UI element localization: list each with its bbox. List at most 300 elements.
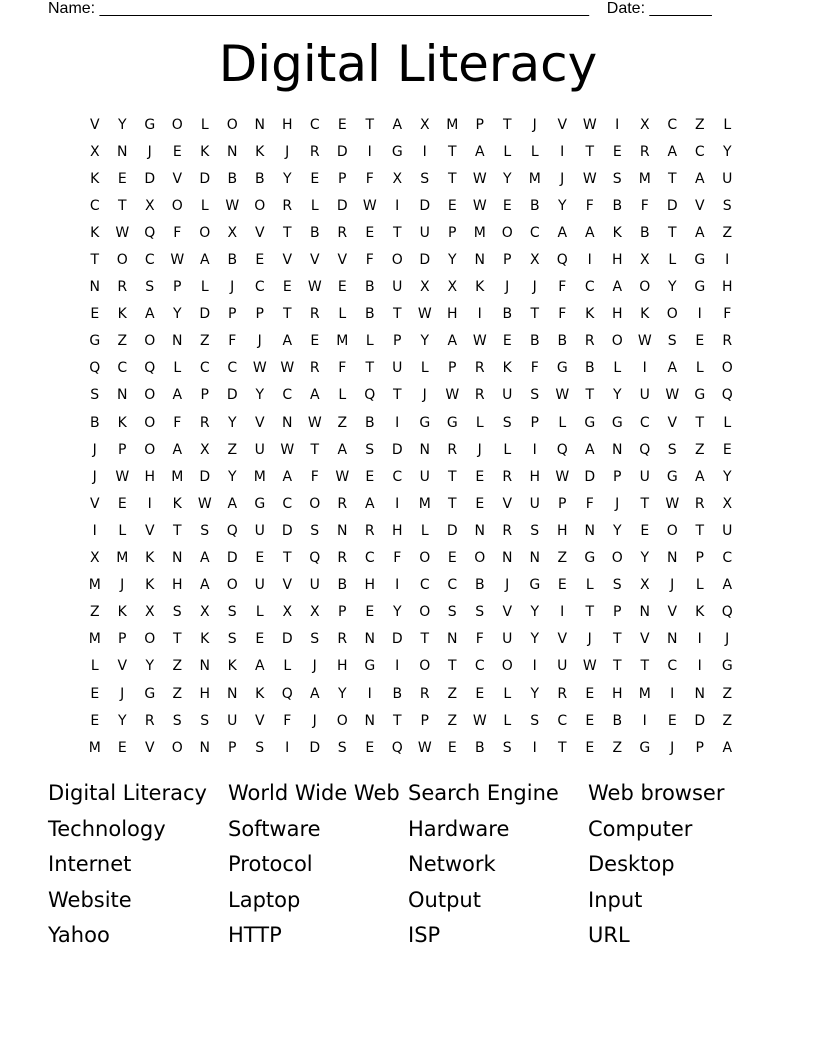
grid-letter: R bbox=[419, 685, 430, 702]
grid-letter: T bbox=[420, 631, 430, 648]
grid-letter: I bbox=[642, 360, 647, 377]
grid-letter: Q bbox=[721, 604, 733, 621]
grid-letter: X bbox=[639, 116, 650, 133]
grid-letter: G bbox=[611, 414, 623, 431]
grid-letter: B bbox=[584, 360, 595, 377]
grid-letter: W bbox=[307, 414, 322, 431]
grid-letter: S bbox=[502, 414, 512, 431]
grid-letter: O bbox=[474, 550, 486, 567]
grid-letter: S bbox=[502, 739, 512, 756]
grid-letter: K bbox=[227, 658, 237, 675]
grid-letter: Y bbox=[557, 197, 567, 214]
grid-letter: B bbox=[612, 712, 623, 729]
grid-letter: I bbox=[532, 441, 537, 458]
grid-letter: R bbox=[282, 197, 293, 214]
grid-letter: P bbox=[613, 468, 622, 485]
grid-letter: X bbox=[392, 170, 403, 187]
grid-letter: M bbox=[638, 170, 651, 187]
grid-letter: U bbox=[392, 360, 403, 377]
grid-letter: E bbox=[667, 712, 677, 729]
grid-letter: E bbox=[90, 685, 100, 702]
grid-letter: J bbox=[505, 279, 510, 296]
grid-letter: C bbox=[282, 495, 293, 512]
grid-letter: Z bbox=[227, 441, 238, 458]
grid-letter: O bbox=[419, 550, 431, 567]
grid-letter: T bbox=[585, 604, 595, 621]
grid-letter: T bbox=[612, 658, 622, 675]
grid-letter: E bbox=[447, 550, 457, 567]
grid-letter: A bbox=[199, 252, 210, 269]
grid-letter: D bbox=[281, 631, 293, 648]
grid-letter: E bbox=[585, 739, 595, 756]
grid-letter: G bbox=[89, 333, 101, 350]
grid-letter: F bbox=[393, 550, 402, 567]
grid-letter: L bbox=[695, 360, 704, 377]
grid-letter: W bbox=[472, 197, 487, 214]
grid-letter: K bbox=[475, 279, 485, 296]
grid-letter: Y bbox=[117, 712, 127, 729]
grid-letter: V bbox=[337, 252, 348, 269]
grid-letter: K bbox=[145, 577, 155, 594]
grid-letter: L bbox=[255, 604, 264, 621]
grid-letter: J bbox=[230, 279, 235, 296]
grid-letter: N bbox=[474, 252, 485, 269]
grid-letter: O bbox=[144, 333, 156, 350]
grid-letter: U bbox=[639, 468, 650, 485]
grid-letter: D bbox=[199, 468, 211, 485]
grid-letter: C bbox=[117, 360, 128, 377]
grid-letter: G bbox=[364, 658, 376, 675]
grid-letter: L bbox=[695, 577, 704, 594]
grid-letter: O bbox=[611, 333, 623, 350]
grid-letter: Z bbox=[612, 739, 623, 756]
grid-letter: N bbox=[612, 441, 623, 458]
grid-letter: I bbox=[560, 143, 565, 160]
grid-letter: G bbox=[556, 360, 568, 377]
grid-letter: T bbox=[695, 414, 705, 431]
grid-letter: R bbox=[337, 224, 348, 241]
grid-letter: P bbox=[200, 387, 209, 404]
grid-letter: G bbox=[694, 279, 706, 296]
grid-letter: W bbox=[362, 197, 377, 214]
grid-letter: L bbox=[723, 414, 732, 431]
grid-letter: G bbox=[694, 252, 706, 269]
grid-letter: F bbox=[310, 468, 319, 485]
grid-letter: S bbox=[612, 170, 622, 187]
grid-letter: K bbox=[90, 170, 100, 187]
grid-letter: L bbox=[118, 522, 127, 539]
grid-letter: A bbox=[557, 224, 568, 241]
grid-letter: L bbox=[503, 685, 512, 702]
grid-letter: C bbox=[529, 224, 540, 241]
grid-letter: C bbox=[722, 550, 733, 567]
grid-letter: Z bbox=[447, 685, 458, 702]
grid-letter: W bbox=[472, 170, 487, 187]
grid-letter: N bbox=[364, 631, 375, 648]
grid-letter: C bbox=[667, 658, 678, 675]
grid-letter: N bbox=[227, 685, 238, 702]
grid-letter: J bbox=[257, 333, 262, 350]
grid-letter: A bbox=[227, 495, 238, 512]
grid-letter: K bbox=[172, 495, 182, 512]
grid-letter: Z bbox=[694, 116, 705, 133]
grid-letter: S bbox=[667, 441, 677, 458]
grid-letter: A bbox=[172, 441, 183, 458]
grid-letter: U bbox=[722, 522, 733, 539]
grid-letter: Q bbox=[721, 387, 733, 404]
grid-letter: P bbox=[558, 495, 567, 512]
grid-letter: U bbox=[529, 495, 540, 512]
grid-letter: H bbox=[199, 685, 211, 702]
grid-letter: V bbox=[254, 712, 265, 729]
grid-letter: J bbox=[505, 577, 510, 594]
grid-row bbox=[81, 545, 741, 572]
grid-letter: V bbox=[309, 252, 320, 269]
grid-letter: A bbox=[694, 224, 705, 241]
grid-letter: B bbox=[364, 279, 375, 296]
grid-letter: U bbox=[419, 224, 430, 241]
grid-letter: D bbox=[309, 739, 321, 756]
grid-letter: J bbox=[120, 685, 125, 702]
grid-letter: R bbox=[474, 360, 485, 377]
grid-letter: O bbox=[501, 224, 513, 241]
grid-letter: W bbox=[115, 468, 130, 485]
grid-letter: N bbox=[282, 414, 293, 431]
grid-letter: P bbox=[448, 360, 457, 377]
grid-letter: O bbox=[144, 387, 156, 404]
grid-row bbox=[81, 436, 741, 463]
grid-letter: F bbox=[365, 252, 374, 269]
grid-letter: Z bbox=[199, 333, 210, 350]
grid-letter: P bbox=[613, 604, 622, 621]
grid-letter: W bbox=[417, 739, 432, 756]
grid-letter: U bbox=[254, 441, 265, 458]
grid-letter: T bbox=[640, 658, 650, 675]
grid-letter: N bbox=[364, 712, 375, 729]
grid-letter: A bbox=[474, 143, 485, 160]
grid-letter: Y bbox=[282, 170, 292, 187]
grid-letter: X bbox=[639, 252, 650, 269]
grid-letter: Q bbox=[364, 387, 376, 404]
grid-letter: O bbox=[666, 306, 678, 323]
grid-letter: D bbox=[199, 170, 211, 187]
grid-letter: L bbox=[173, 360, 182, 377]
grid-letter: H bbox=[144, 468, 156, 485]
grid-letter: B bbox=[474, 577, 485, 594]
grid-letter: P bbox=[530, 414, 539, 431]
grid-letter: T bbox=[447, 170, 457, 187]
grid-letter: B bbox=[529, 333, 540, 350]
grid-letter: D bbox=[226, 387, 238, 404]
grid-letter: W bbox=[555, 468, 570, 485]
grid-letter: T bbox=[392, 306, 402, 323]
grid-letter: R bbox=[639, 143, 650, 160]
grid-letter: K bbox=[255, 143, 265, 160]
grid-letter: J bbox=[147, 143, 152, 160]
grid-letter: N bbox=[254, 116, 265, 133]
grid-letter: J bbox=[725, 631, 730, 648]
grid-letter: V bbox=[639, 631, 650, 648]
grid-letter: E bbox=[365, 739, 375, 756]
grid-letter: Q bbox=[556, 252, 568, 269]
grid-letter: I bbox=[395, 577, 400, 594]
grid-letter: L bbox=[90, 658, 99, 675]
grid-letter: G bbox=[144, 685, 156, 702]
grid-letter: O bbox=[144, 441, 156, 458]
grid-letter: C bbox=[309, 116, 320, 133]
grid-letter: O bbox=[666, 522, 678, 539]
grid-letter: B bbox=[254, 170, 265, 187]
grid-row bbox=[81, 707, 741, 734]
word-search-grid bbox=[81, 111, 741, 761]
grid-row bbox=[81, 490, 741, 517]
grid-letter: L bbox=[338, 387, 347, 404]
grid-letter: R bbox=[337, 631, 348, 648]
grid-letter: C bbox=[694, 143, 705, 160]
grid-row bbox=[81, 301, 741, 328]
grid-letter: N bbox=[584, 522, 595, 539]
grid-letter: M bbox=[528, 170, 541, 187]
grid-letter: E bbox=[447, 739, 457, 756]
grid-letter: X bbox=[282, 604, 293, 621]
grid-letter: A bbox=[144, 306, 155, 323]
grid-letter: W bbox=[582, 170, 597, 187]
grid-letter: K bbox=[695, 604, 705, 621]
grid-letter: P bbox=[448, 224, 457, 241]
word-list-item: Hardware bbox=[408, 816, 510, 841]
grid-letter: R bbox=[474, 387, 485, 404]
grid-row bbox=[81, 192, 741, 219]
word-list-item: Input bbox=[588, 887, 643, 912]
grid-letter: K bbox=[585, 306, 595, 323]
grid-row bbox=[81, 111, 741, 138]
grid-letter: X bbox=[199, 441, 210, 458]
grid-letter: S bbox=[200, 522, 210, 539]
grid-letter: E bbox=[310, 333, 320, 350]
grid-letter: S bbox=[530, 522, 540, 539]
grid-row bbox=[81, 355, 741, 382]
grid-letter: E bbox=[365, 468, 375, 485]
grid-letter: E bbox=[255, 550, 265, 567]
grid-letter: G bbox=[144, 116, 156, 133]
grid-letter: A bbox=[584, 224, 595, 241]
grid-letter: J bbox=[312, 712, 317, 729]
grid-letter: R bbox=[337, 495, 348, 512]
grid-letter: A bbox=[309, 685, 320, 702]
grid-letter: A bbox=[612, 279, 623, 296]
grid-letter: F bbox=[558, 279, 567, 296]
grid-letter: I bbox=[697, 306, 702, 323]
grid-letter: K bbox=[200, 631, 210, 648]
grid-letter: Y bbox=[667, 279, 677, 296]
grid-letter: L bbox=[420, 522, 429, 539]
grid-letter: P bbox=[255, 306, 264, 323]
grid-letter: P bbox=[118, 631, 127, 648]
grid-letter: C bbox=[419, 577, 430, 594]
grid-letter: I bbox=[92, 522, 97, 539]
grid-letter: B bbox=[392, 685, 403, 702]
grid-letter: S bbox=[227, 604, 237, 621]
grid-letter: T bbox=[447, 495, 457, 512]
grid-letter: Z bbox=[89, 604, 100, 621]
grid-letter: K bbox=[502, 360, 512, 377]
grid-letter: L bbox=[200, 197, 209, 214]
grid-row bbox=[81, 165, 741, 192]
grid-letter: K bbox=[117, 306, 127, 323]
grid-letter: F bbox=[558, 306, 567, 323]
grid-letter: B bbox=[337, 577, 348, 594]
grid-letter: N bbox=[502, 550, 513, 567]
grid-letter: I bbox=[670, 685, 675, 702]
grid-letter: E bbox=[585, 685, 595, 702]
grid-letter: S bbox=[475, 604, 485, 621]
grid-letter: P bbox=[228, 739, 237, 756]
grid-letter: I bbox=[395, 414, 400, 431]
grid-letter: R bbox=[117, 279, 128, 296]
grid-letter: Y bbox=[530, 631, 540, 648]
grid-letter: L bbox=[503, 441, 512, 458]
grid-letter: E bbox=[557, 577, 567, 594]
grid-letter: Y bbox=[255, 387, 265, 404]
grid-letter: W bbox=[665, 387, 680, 404]
grid-letter: S bbox=[530, 712, 540, 729]
grid-letter: T bbox=[392, 387, 402, 404]
grid-letter: O bbox=[171, 739, 183, 756]
grid-letter: I bbox=[422, 143, 427, 160]
grid-letter: M bbox=[418, 495, 431, 512]
grid-letter: W bbox=[252, 360, 267, 377]
grid-letter: B bbox=[89, 414, 100, 431]
grid-letter: O bbox=[391, 252, 403, 269]
grid-letter: I bbox=[532, 658, 537, 675]
grid-letter: H bbox=[611, 685, 623, 702]
grid-letter: H bbox=[281, 116, 293, 133]
name-date-line: Name: _______________________________________________________ Date: _______ bbox=[48, 0, 712, 17]
grid-letter: A bbox=[364, 495, 375, 512]
grid-letter: W bbox=[280, 441, 295, 458]
grid-letter: U bbox=[227, 712, 238, 729]
grid-letter: U bbox=[254, 577, 265, 594]
grid-letter: T bbox=[282, 550, 292, 567]
grid-letter: I bbox=[395, 495, 400, 512]
word-list-item: Web browser bbox=[588, 781, 725, 805]
grid-letter: G bbox=[694, 387, 706, 404]
grid-letter: N bbox=[172, 333, 183, 350]
grid-letter: V bbox=[557, 116, 568, 133]
grid-letter: E bbox=[502, 197, 512, 214]
word-list-item: Desktop bbox=[588, 852, 675, 877]
grid-letter: C bbox=[199, 360, 210, 377]
grid-letter: R bbox=[309, 360, 320, 377]
grid-letter: F bbox=[640, 197, 649, 214]
word-list-item: Protocol bbox=[228, 852, 313, 877]
grid-letter: P bbox=[420, 712, 429, 729]
grid-letter: E bbox=[172, 143, 182, 160]
grid-letter: S bbox=[447, 604, 457, 621]
grid-letter: R bbox=[694, 495, 705, 512]
grid-letter: W bbox=[417, 306, 432, 323]
grid-letter: M bbox=[446, 116, 459, 133]
grid-letter: S bbox=[667, 333, 677, 350]
grid-letter: A bbox=[199, 577, 210, 594]
grid-letter: B bbox=[227, 170, 238, 187]
grid-letter: V bbox=[89, 116, 100, 133]
grid-row bbox=[81, 653, 741, 680]
grid-letter: A bbox=[722, 739, 733, 756]
grid-letter: F bbox=[283, 712, 292, 729]
grid-letter: M bbox=[336, 333, 349, 350]
grid-letter: H bbox=[611, 252, 623, 269]
grid-letter: T bbox=[172, 522, 182, 539]
grid-letter: C bbox=[474, 658, 485, 675]
grid-letter: E bbox=[475, 495, 485, 512]
grid-letter: W bbox=[665, 495, 680, 512]
grid-row bbox=[81, 463, 741, 490]
grid-letter: S bbox=[310, 631, 320, 648]
grid-letter: C bbox=[392, 468, 403, 485]
grid-letter: A bbox=[337, 441, 348, 458]
grid-letter: X bbox=[199, 604, 210, 621]
grid-letter: E bbox=[337, 116, 347, 133]
grid-letter: V bbox=[502, 495, 513, 512]
grid-letter: X bbox=[144, 604, 155, 621]
word-list-item: Internet bbox=[48, 852, 132, 877]
grid-letter: T bbox=[557, 739, 567, 756]
grid-letter: Z bbox=[722, 685, 733, 702]
grid-letter: K bbox=[612, 224, 622, 241]
grid-letter: E bbox=[255, 252, 265, 269]
grid-letter: H bbox=[336, 658, 348, 675]
grid-letter: L bbox=[530, 143, 539, 160]
grid-row bbox=[81, 517, 741, 544]
grid-letter: T bbox=[392, 712, 402, 729]
grid-letter: P bbox=[338, 170, 347, 187]
grid-letter: L bbox=[200, 279, 209, 296]
grid-row bbox=[81, 246, 741, 273]
grid-letter: T bbox=[612, 631, 622, 648]
grid-letter: N bbox=[227, 143, 238, 160]
grid-letter: R bbox=[199, 414, 210, 431]
grid-letter: M bbox=[253, 468, 266, 485]
grid-letter: B bbox=[364, 414, 375, 431]
grid-letter: Y bbox=[227, 414, 237, 431]
grid-letter: Q bbox=[281, 685, 293, 702]
grid-letter: E bbox=[475, 685, 485, 702]
grid-letter: U bbox=[392, 279, 403, 296]
grid-letter: J bbox=[587, 631, 592, 648]
grid-letter: T bbox=[117, 197, 127, 214]
grid-letter: T bbox=[447, 468, 457, 485]
grid-letter: J bbox=[532, 116, 537, 133]
grid-letter: V bbox=[667, 604, 678, 621]
grid-letter: O bbox=[336, 712, 348, 729]
grid-letter: V bbox=[254, 224, 265, 241]
grid-letter: E bbox=[695, 333, 705, 350]
grid-letter: I bbox=[395, 658, 400, 675]
grid-letter: P bbox=[393, 333, 402, 350]
grid-letter: V bbox=[144, 739, 155, 756]
grid-letter: C bbox=[89, 197, 100, 214]
grid-letter: P bbox=[338, 604, 347, 621]
grid-letter: T bbox=[282, 224, 292, 241]
grid-letter: I bbox=[725, 252, 730, 269]
grid-letter: D bbox=[199, 306, 211, 323]
grid-letter: O bbox=[721, 360, 733, 377]
grid-letter: J bbox=[477, 441, 482, 458]
grid-letter: E bbox=[282, 279, 292, 296]
grid-letter: K bbox=[90, 224, 100, 241]
grid-letter: K bbox=[117, 414, 127, 431]
